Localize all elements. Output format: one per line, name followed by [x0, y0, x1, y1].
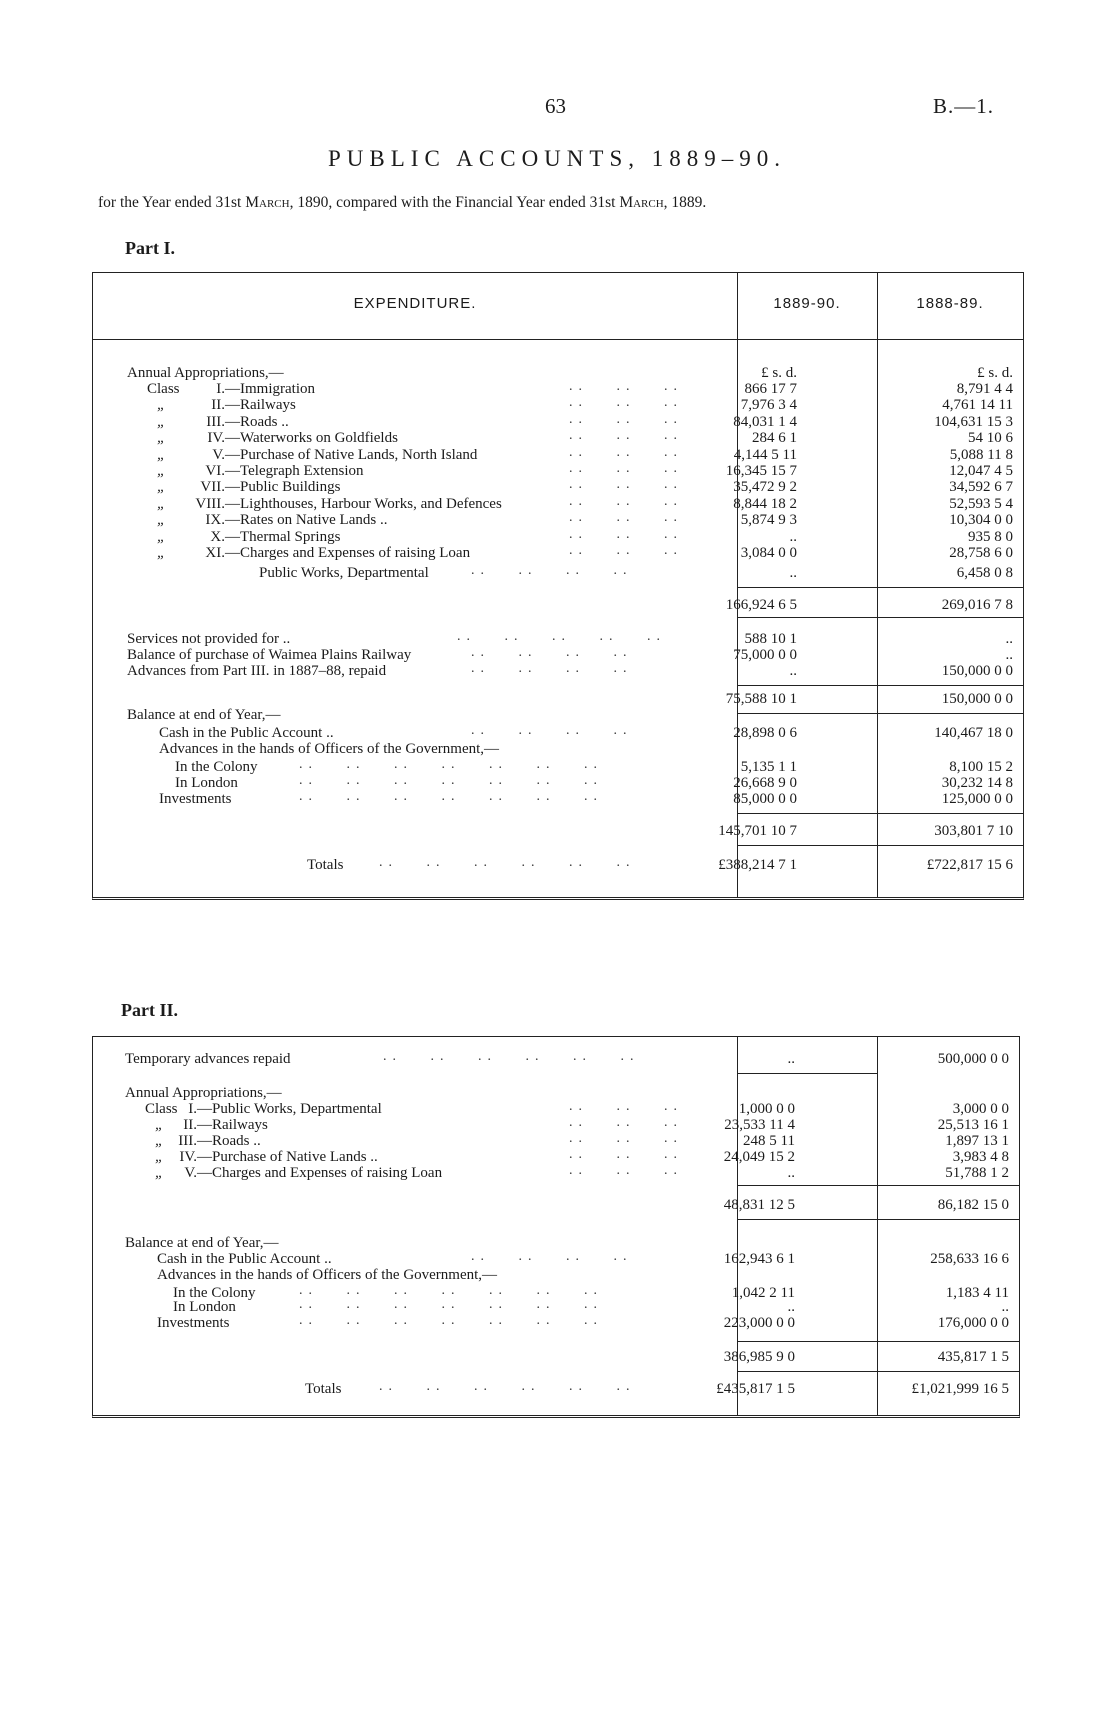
value-1889-90: 7,976 3 4 — [740, 397, 797, 414]
value-1889-90: 84,031 1 4 — [733, 413, 797, 430]
class-row — [93, 512, 1023, 529]
value-1889-90: 284 6 1 — [752, 430, 797, 447]
value-1888-89: 4,761 14 11 — [942, 397, 1013, 414]
row-label: Investments — [157, 1315, 230, 1331]
subtotal-appropriations-row — [93, 1197, 1019, 1214]
class-name: —Immigration — [225, 381, 315, 397]
class-numeral: VIII. — [195, 495, 225, 512]
row-label: Advances from Part III. in 1887–88, repaid — [127, 663, 387, 679]
in-the-colony-row: In the Colony .. .. .. .. .. .. .. 1,042 2 11 1,183 4 11 — [173, 1283, 1009, 1301]
row-label: Temporary advances repaid — [125, 1051, 291, 1067]
class-row — [93, 1101, 1019, 1118]
class-name: —Roads .. — [225, 413, 289, 430]
class-numeral: V. — [184, 1165, 197, 1181]
value-1889-90: 223,000 0 0 — [723, 1315, 795, 1331]
value-1889-90: 5,135 1 1 — [740, 759, 797, 775]
class-numeral: II. — [211, 397, 225, 414]
value-1888-89: 3,983 4 8 — [952, 1149, 1009, 1165]
value-1888-89: 54 10 6 — [968, 430, 1013, 447]
leader-dots: .. .. .. — [569, 493, 683, 509]
class-name: —Charges and Expenses of raising Loan — [225, 545, 471, 561]
total-1889-90: £435,817 1 5 — [716, 1381, 795, 1397]
class-name: —Railways — [197, 1117, 268, 1133]
class-label — [169, 430, 398, 447]
class-label — [151, 1133, 261, 1150]
value-1888-89: 1,183 4 11 — [945, 1285, 1009, 1301]
leader-dots: .. .. .. — [569, 411, 683, 427]
leader-dots: .. .. .. — [569, 526, 683, 542]
value-1889-90: .. — [787, 1299, 795, 1315]
row-label: Investments — [159, 791, 232, 807]
subtitle-part-a: for the Year ended 31st — [98, 194, 246, 211]
class-row — [93, 1149, 1019, 1166]
class-numeral: III. — [178, 1133, 197, 1149]
value-1889-90: 588 10 1 — [744, 631, 797, 647]
totals-row: Totals .. .. .. .. .. .. £435,817 1 5 £1,021,999 16 5 — [305, 1379, 1009, 1397]
leader-dots: .. .. .. — [569, 379, 683, 394]
total-1888-89: £1,021,999 16 5 — [911, 1381, 1009, 1397]
subtotal-1888-89: 150,000 0 0 — [941, 691, 1013, 707]
public-works-departmental-row: Public Works, Departmental .. .. .. .. .. 6,458 0 8 — [259, 563, 1013, 581]
value-1888-89: 935 8 0 — [968, 528, 1013, 545]
ditto-mark: „ — [157, 413, 166, 430]
value-1888-89: 150,000 0 0 — [941, 663, 1013, 679]
class-numeral: IV. — [179, 1149, 197, 1165]
class-row — [93, 526, 1023, 546]
services-row: Services not provided for .. .. .. .. .. .. 588 10 1 .. — [127, 629, 1013, 647]
class-label — [169, 545, 470, 562]
class-numeral: VI. — [205, 463, 225, 479]
class-row — [93, 493, 1023, 513]
part-1-expenditure-table — [92, 272, 1024, 900]
leader-dots: .. .. .. — [569, 428, 683, 444]
subtotal-rule — [737, 1371, 1019, 1372]
value-1889-90: .. — [789, 528, 797, 545]
ditto-mark: „ — [157, 479, 166, 496]
year-1889-90-header: 1889-90. — [773, 295, 841, 312]
value-1888-89: 52,593 5 4 — [949, 495, 1013, 512]
ditto-mark: „ — [155, 1149, 164, 1165]
class-name: —Rates on Native Lands .. — [225, 512, 388, 529]
leader-dots: .. .. .. — [569, 1163, 683, 1178]
class-label — [169, 414, 289, 431]
subtotal-1889-90: 48,831 12 5 — [723, 1197, 795, 1213]
class-numeral: IX. — [205, 512, 225, 529]
subtotal-1889-90: 75,588 10 1 — [725, 691, 797, 707]
class-label — [169, 447, 477, 464]
class-word: Class — [145, 1101, 178, 1117]
subtitle-part-c: , 1889. — [663, 194, 707, 211]
ditto-mark: „ — [157, 463, 166, 479]
value-1888-89: 6,458 0 8 — [956, 565, 1013, 581]
class-row — [93, 444, 1023, 464]
class-numeral: IV. — [207, 430, 225, 447]
class-numeral: II. — [183, 1117, 197, 1133]
subtotal-1889-90: 145,701 10 7 — [718, 823, 797, 839]
page-subtitle — [98, 194, 706, 212]
total-1888-89: £722,817 15 6 — [926, 857, 1013, 873]
value-1888-89: 28,758 6 0 — [949, 545, 1013, 561]
value-1889-90: 24,049 15 2 — [723, 1149, 795, 1165]
subtotal-1888-89: 303,801 7 10 — [934, 823, 1013, 839]
class-name: —Railways — [225, 397, 296, 414]
value-1889-90: .. — [789, 663, 797, 679]
value-1888-89: 3,000 0 0 — [952, 1101, 1009, 1117]
leader-dots: .. .. .. — [569, 444, 683, 460]
subtotal-rule — [737, 1219, 1019, 1220]
subtotal-rule — [737, 813, 1023, 814]
subtotal-rule — [737, 617, 1023, 618]
value-1889-90: 26,668 9 0 — [733, 775, 797, 791]
row-label: In London — [173, 1299, 236, 1315]
row-label: In the Colony — [173, 1285, 256, 1301]
value-1888-89: 5,088 11 8 — [949, 446, 1013, 463]
leader-dots: .. .. .. — [569, 1147, 683, 1162]
value-1889-90: 248 5 11 — [743, 1133, 795, 1149]
class-label — [151, 1149, 378, 1166]
row-label: Cash in the Public Account .. — [157, 1251, 332, 1267]
ditto-mark: „ — [155, 1165, 164, 1181]
in-london-row: In London .. .. .. .. .. .. .. 26,668 9 0 30,232 14 8 — [175, 773, 1013, 791]
class-name: —Public Buildings — [225, 479, 341, 496]
value-1889-90: 16,345 15 7 — [725, 463, 797, 479]
value-1888-89: 176,000 0 0 — [937, 1315, 1009, 1331]
class-label — [151, 1165, 442, 1182]
part-2-table — [92, 1036, 1020, 1418]
unit-header-1889-90: £ s. d. — [761, 365, 797, 381]
part-2-heading: Part II. — [121, 1000, 178, 1020]
subtitle-month-1: March — [245, 194, 290, 211]
annual-appropriations-row — [93, 365, 1023, 382]
subtotal-1888-89: 86,182 15 0 — [937, 1197, 1009, 1213]
class-row — [93, 381, 1023, 398]
ditto-mark: „ — [157, 430, 166, 447]
value-1888-89: 125,000 0 0 — [941, 791, 1013, 807]
investments-row: Investments .. .. .. .. .. .. .. 85,000 0 0 125,000 0 0 — [159, 789, 1013, 807]
value-1888-89: 500,000 0 0 — [937, 1051, 1009, 1067]
value-1889-90: .. — [789, 565, 797, 581]
class-label — [169, 479, 340, 496]
subtotal-1889-90: 166,924 6 5 — [725, 597, 797, 613]
subtotal-appropriations-row — [93, 597, 1023, 614]
leader-dots: .. .. .. — [569, 1115, 683, 1130]
subtotal-rule — [737, 845, 1023, 846]
class-name: —Telegraph Extension — [225, 463, 364, 479]
class-label — [169, 529, 340, 546]
value-1889-90: 4,144 5 11 — [733, 446, 797, 463]
class-label — [169, 463, 364, 480]
document-reference: B.—1. — [933, 94, 995, 118]
advances-officers-row — [93, 741, 1023, 758]
leader-dots: .. .. .. — [569, 510, 683, 526]
class-row — [93, 545, 1023, 562]
row-label: Services not provided for .. — [127, 631, 291, 647]
class-label — [169, 381, 315, 398]
value-1888-89: 30,232 14 8 — [941, 775, 1013, 791]
subtotal-balance-row — [93, 1349, 1019, 1366]
subtotal-rule — [737, 685, 1023, 686]
class-label — [151, 1117, 268, 1134]
class-numeral: I. — [216, 381, 225, 397]
class-name: —Roads .. — [197, 1133, 261, 1149]
subtotal-balance-row — [93, 823, 1023, 840]
class-name: —Purchase of Native Lands .. — [197, 1149, 378, 1165]
investments-row: Investments .. .. .. .. .. .. .. 223,000 0 0 176,000 0 0 — [157, 1313, 1009, 1331]
value-1888-89: .. — [1005, 631, 1013, 647]
class-label — [169, 496, 502, 513]
cash-public-account-row: Cash in the Public Account .. .. .. .. .. 162,943 6 1 258,633 16 6 — [157, 1249, 1009, 1267]
class-row — [93, 397, 1023, 414]
value-1888-89: .. — [1005, 647, 1013, 663]
value-1889-90: 866 17 7 — [744, 381, 797, 397]
value-1889-90: 85,000 0 0 — [733, 791, 797, 807]
ditto-mark: „ — [157, 446, 166, 463]
subtotal-1888-89: 435,817 1 5 — [937, 1349, 1009, 1365]
value-1888-89: 10,304 0 0 — [949, 512, 1013, 529]
row-label: Cash in the Public Account .. — [159, 725, 334, 741]
total-1889-90: £388,214 7 1 — [718, 857, 797, 873]
class-numeral: I. — [188, 1101, 197, 1117]
value-1889-90: 5,874 9 3 — [740, 512, 797, 529]
part-1-heading: Part I. — [125, 238, 175, 258]
value-1888-89: 8,791 4 4 — [956, 381, 1013, 397]
leader-dots: .. .. .. — [569, 1099, 683, 1114]
page-title: PUBLIC ACCOUNTS, 1889–90. — [328, 146, 786, 171]
class-row — [93, 479, 1023, 496]
class-row — [93, 1165, 1019, 1182]
value-1889-90: 75,000 0 0 — [733, 647, 797, 663]
header-rule — [93, 339, 1023, 340]
row-label: Balance at end of Year,— — [125, 1235, 279, 1251]
class-row — [93, 1133, 1019, 1150]
row-label: Annual Appropriations,— — [125, 1085, 282, 1101]
leader-dots: .. .. .. — [569, 543, 683, 558]
value-1888-89: 51,788 1 2 — [945, 1165, 1009, 1181]
subtitle-part-b: , 1890, compared with the Financial Year ended 31st — [289, 194, 620, 211]
balance-heading-row — [93, 707, 1023, 724]
subtotal-rule — [737, 1185, 1019, 1186]
value-1888-89: 12,047 4 5 — [949, 463, 1013, 479]
in-london-row: In London .. .. .. .. .. .. .. .. .. — [173, 1297, 1009, 1315]
value-1888-89: 25,513 16 1 — [937, 1117, 1009, 1133]
class-numeral: III. — [206, 413, 225, 430]
class-name: —Waterworks on Goldfields — [225, 430, 398, 447]
advances-officers-row — [93, 1267, 1019, 1284]
row-label: In the Colony — [175, 759, 258, 775]
subtotal-1889-90: 386,985 9 0 — [723, 1349, 795, 1365]
value-1889-90: 8,844 18 2 — [733, 495, 797, 512]
value-1889-90: 35,472 9 2 — [733, 479, 797, 496]
subtotal-1888-89: 269,016 7 8 — [941, 597, 1013, 613]
value-1889-90: 28,898 0 6 — [733, 725, 797, 741]
ditto-mark: „ — [157, 528, 166, 545]
value-1889-90: 1,042 2 11 — [731, 1285, 795, 1301]
totals-label: Totals — [307, 857, 344, 873]
row-label: Public Works, Departmental — [259, 565, 429, 581]
ditto-mark: „ — [157, 512, 166, 529]
subtotal-rule — [737, 1341, 1019, 1342]
subtitle-month-2: March — [619, 194, 664, 211]
row-label: Advances in the hands of Officers of the Government,— — [157, 1267, 498, 1283]
value-1889-90: 162,943 6 1 — [723, 1251, 795, 1267]
advances-repaid-row: Advances from Part III. in 1887–88, repaid .. .. .. .. .. 150,000 0 0 — [127, 661, 1013, 679]
ditto-mark: „ — [155, 1117, 164, 1133]
row-label: Annual Appropriations,— — [127, 365, 284, 381]
ditto-mark: „ — [157, 545, 166, 561]
class-name: —Purchase of Native Lands, North Island — [225, 446, 478, 463]
value-1888-89: .. — [1001, 1299, 1009, 1315]
class-row — [93, 430, 1023, 447]
class-name: —Lighthouses, Harbour Works, and Defences — [225, 495, 502, 512]
temporary-advances-row: Temporary advances repaid .. .. .. .. .. .. .. 500,000 0 0 — [125, 1049, 1009, 1067]
subtotal-rule — [737, 587, 1023, 588]
value-1888-89: 8,100 15 2 — [949, 759, 1013, 775]
value-1888-89: 140,467 18 0 — [934, 725, 1013, 741]
subtotal-rule — [737, 1073, 877, 1074]
row-label: Balance at end of Year,— — [127, 707, 281, 723]
class-numeral: V. — [212, 446, 225, 463]
subtotal-services-row — [93, 691, 1023, 708]
class-word: Class — [147, 381, 180, 397]
value-1888-89: 258,633 16 6 — [930, 1251, 1009, 1267]
class-row — [93, 1117, 1019, 1134]
class-label — [151, 1101, 382, 1118]
totals-row: Totals .. .. .. .. .. .. £388,214 7 1 £722,817 15 6 — [307, 855, 1013, 873]
ditto-mark: „ — [157, 495, 166, 512]
row-label: In London — [175, 775, 238, 791]
value-1888-89: 104,631 15 3 — [934, 413, 1013, 430]
value-1889-90: 1,000 0 0 — [738, 1101, 795, 1117]
leader-dots: .. .. .. — [569, 461, 683, 476]
row-label: Balance of purchase of Waimea Plains Railway — [127, 647, 412, 663]
expenditure-column-header: EXPENDITURE. — [353, 295, 477, 312]
leader-dots: .. .. .. — [569, 1131, 683, 1146]
annual-appropriations-row — [93, 1085, 1019, 1102]
value-1889-90: 3,084 0 0 — [740, 545, 797, 561]
class-label — [169, 512, 387, 529]
year-1888-89-header: 1888-89. — [916, 295, 984, 312]
page-number: 63 — [545, 94, 566, 118]
class-numeral: XI. — [205, 545, 225, 561]
ditto-mark: „ — [155, 1133, 164, 1149]
cash-public-account-row: Cash in the Public Account .. .. .. .. .. 28,898 0 6 140,467 18 0 — [159, 723, 1013, 741]
class-numeral: X. — [210, 528, 225, 545]
class-name: —Charges and Expenses of raising Loan — [197, 1165, 443, 1181]
class-name: —Public Works, Departmental — [197, 1101, 382, 1117]
class-row — [93, 463, 1023, 480]
value-1889-90: 23,533 11 4 — [724, 1117, 795, 1133]
value-1888-89: 34,592 6 7 — [949, 479, 1013, 496]
value-1889-90: .. — [787, 1165, 795, 1181]
row-label: Advances in the hands of Officers of the Government,— — [159, 741, 500, 757]
totals-label: Totals — [305, 1381, 342, 1397]
ditto-mark: „ — [157, 397, 166, 414]
leader-dots: .. .. .. — [569, 477, 683, 493]
unit-header-1888-89: £ s. d. — [977, 365, 1013, 381]
in-the-colony-row: In the Colony .. .. .. .. .. .. .. 5,135 1 1 8,100 15 2 — [175, 757, 1013, 775]
value-1889-90: .. — [787, 1051, 795, 1067]
leader-dots: .. .. .. — [569, 395, 683, 411]
value-1888-89: 1,897 13 1 — [945, 1133, 1009, 1149]
class-row — [93, 411, 1023, 431]
waimea-plains-railway-row: Balance of purchase of Waimea Plains Railway .. .. .. .. 75,000 0 0 .. — [127, 645, 1013, 663]
class-name: —Thermal Springs — [225, 528, 341, 545]
class-numeral: VII. — [200, 479, 225, 496]
class-label — [169, 397, 296, 414]
